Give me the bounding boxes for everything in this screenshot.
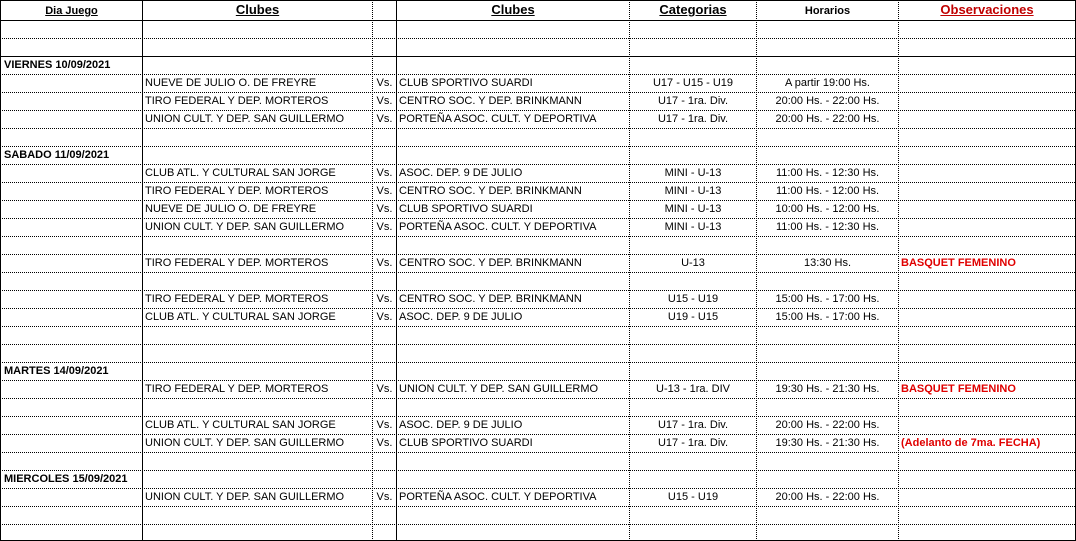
observation xyxy=(899,416,1076,434)
row-line xyxy=(0,344,1075,345)
local-club: CLUB ATL. Y CULTURAL SAN JORGE xyxy=(145,167,336,179)
visiting-club: CLUB SPORTIVO SUARDI xyxy=(399,437,533,449)
observation xyxy=(899,290,1076,308)
schedule: 20:00 Hs. - 22:00 Hs. xyxy=(775,491,880,503)
observation xyxy=(899,164,1076,182)
category: MINI - U-13 xyxy=(664,221,722,233)
observation xyxy=(899,182,1076,200)
schedule: 10:00 Hs. - 12:00 Hs. xyxy=(775,203,880,215)
visiting-club: PORTEÑA ASOC. CULT. Y DEPORTIVA xyxy=(399,113,597,125)
header-categorias: Categorias xyxy=(659,2,727,17)
day-label: SABADO 11/09/2021 xyxy=(4,149,110,161)
observation: (Adelanto de 7ma. FECHA) xyxy=(901,437,1041,449)
row-line xyxy=(0,506,1075,507)
header-clubes-visita: Clubes xyxy=(491,2,535,17)
versus-label: Vs. xyxy=(376,221,393,233)
schedule: 20:00 Hs. - 22:00 Hs. xyxy=(775,95,880,107)
versus-label: Vs. xyxy=(376,419,393,431)
schedule: 11:00 Hs. - 12:30 Hs. xyxy=(775,167,880,179)
versus-label: Vs. xyxy=(376,293,393,305)
local-club: TIRO FEDERAL Y DEP. MORTEROS xyxy=(145,257,329,269)
category: U17 - 1ra. Div. xyxy=(657,437,729,449)
observation xyxy=(899,200,1076,218)
observation xyxy=(899,488,1076,506)
local-club: UNION CULT. Y DEP. SAN GUILLERMO xyxy=(145,437,345,449)
schedule: 15:00 Hs. - 17:00 Hs. xyxy=(775,311,880,323)
local-club: NUEVE DE JULIO O. DE FREYRE xyxy=(145,203,317,215)
observation xyxy=(899,308,1076,326)
row-line xyxy=(0,470,1075,471)
local-club: UNION CULT. Y DEP. SAN GUILLERMO xyxy=(145,113,345,125)
observation xyxy=(899,218,1076,236)
category: U15 - U19 xyxy=(667,491,719,503)
schedule: 15:00 Hs. - 17:00 Hs. xyxy=(775,293,880,305)
schedule: 11:00 Hs. - 12:00 Hs. xyxy=(775,185,880,197)
header-clubes-local: Clubes xyxy=(235,2,280,17)
category: U17 - 1ra. Div. xyxy=(657,95,729,107)
versus-label: Vs. xyxy=(376,203,393,215)
local-club: TIRO FEDERAL Y DEP. MORTEROS xyxy=(145,185,329,197)
day-label: MARTES 14/09/2021 xyxy=(4,365,109,377)
versus-label: Vs. xyxy=(376,257,393,269)
day-label: MIERCOLES 15/09/2021 xyxy=(4,473,128,485)
versus-label: Vs. xyxy=(376,185,393,197)
row-line xyxy=(0,236,1075,237)
visiting-club: CLUB SPORTIVO SUARDI xyxy=(399,77,533,89)
visiting-club: ASOC. DEP. 9 DE JULIO xyxy=(399,167,523,179)
category: U17 - 1ra. Div. xyxy=(657,113,729,125)
visiting-club: CENTRO SOC. Y DEP. BRINKMANN xyxy=(399,293,582,305)
row-line xyxy=(0,38,1075,39)
header-dia-juego: Dia Juego xyxy=(45,5,98,17)
row-line xyxy=(0,272,1075,273)
local-club: NUEVE DE JULIO O. DE FREYRE xyxy=(145,77,317,89)
row-line xyxy=(0,452,1075,453)
visiting-club: CENTRO SOC. Y DEP. BRINKMANN xyxy=(399,185,582,197)
local-club: TIRO FEDERAL Y DEP. MORTEROS xyxy=(145,383,329,395)
category: MINI - U-13 xyxy=(664,167,722,179)
category: U17 - U15 - U19 xyxy=(652,77,734,89)
versus-label: Vs. xyxy=(376,437,393,449)
category: MINI - U-13 xyxy=(664,185,722,197)
observation: BASQUET FEMENINO xyxy=(901,257,1016,269)
header-horarios: Horarios xyxy=(804,5,851,17)
day-label: VIERNES 10/09/2021 xyxy=(4,59,111,71)
schedule: A partir 19:00 Hs. xyxy=(785,77,870,89)
schedule: 19:30 Hs. - 21:30 Hs. xyxy=(775,437,880,449)
visiting-club: PORTEÑA ASOC. CULT. Y DEPORTIVA xyxy=(399,221,597,233)
local-club: UNION CULT. Y DEP. SAN GUILLERMO xyxy=(145,491,345,503)
category: U17 - 1ra. Div. xyxy=(657,419,729,431)
versus-label: Vs. xyxy=(376,491,393,503)
visiting-club: CLUB SPORTIVO SUARDI xyxy=(399,203,533,215)
schedule: 19:30 Hs. - 21:30 Hs. xyxy=(775,383,880,395)
visiting-club: CENTRO SOC. Y DEP. BRINKMANN xyxy=(399,257,582,269)
schedule: 20:00 Hs. - 22:00 Hs. xyxy=(775,113,880,125)
observation xyxy=(899,74,1076,92)
visiting-club: UNION CULT. Y DEP. SAN GUILLERMO xyxy=(399,383,599,395)
schedule: 11:00 Hs. - 12:30 Hs. xyxy=(775,221,880,233)
row-line xyxy=(0,56,1075,57)
schedule: 13:30 Hs. xyxy=(803,257,852,269)
row-line xyxy=(0,326,1075,327)
local-club: TIRO FEDERAL Y DEP. MORTEROS xyxy=(145,95,329,107)
visiting-club: ASOC. DEP. 9 DE JULIO xyxy=(399,311,523,323)
versus-label: Vs. xyxy=(376,95,393,107)
row-line xyxy=(0,146,1075,147)
local-club: CLUB ATL. Y CULTURAL SAN JORGE xyxy=(145,419,336,431)
versus-label: Vs. xyxy=(376,167,393,179)
row-line xyxy=(0,128,1075,129)
versus-label: Vs. xyxy=(376,113,393,125)
header-observaciones: Observaciones xyxy=(940,2,1034,17)
category: U-13 xyxy=(681,257,705,269)
category: U15 - U19 xyxy=(667,293,719,305)
versus-label: Vs. xyxy=(376,311,393,323)
category: U19 - U15 xyxy=(667,311,719,323)
visiting-club: ASOC. DEP. 9 DE JULIO xyxy=(399,419,523,431)
visiting-club: CENTRO SOC. Y DEP. BRINKMANN xyxy=(399,95,582,107)
observation xyxy=(899,92,1076,110)
observation: BASQUET FEMENINO xyxy=(901,383,1016,395)
observation xyxy=(899,110,1076,128)
local-club: CLUB ATL. Y CULTURAL SAN JORGE xyxy=(145,311,336,323)
local-club: UNION CULT. Y DEP. SAN GUILLERMO xyxy=(145,221,345,233)
row-line xyxy=(0,362,1075,363)
category: U-13 - 1ra. DIV xyxy=(656,383,730,395)
schedule: 20:00 Hs. - 22:00 Hs. xyxy=(775,419,880,431)
header-bottom-border xyxy=(0,20,1075,21)
local-club: TIRO FEDERAL Y DEP. MORTEROS xyxy=(145,293,329,305)
versus-label: Vs. xyxy=(376,383,393,395)
left-border xyxy=(0,0,1,541)
row-line xyxy=(0,524,1075,525)
category: MINI - U-13 xyxy=(664,203,722,215)
versus-label: Vs. xyxy=(376,77,393,89)
row-line xyxy=(0,398,1075,399)
visiting-club: PORTEÑA ASOC. CULT. Y DEPORTIVA xyxy=(399,491,597,503)
